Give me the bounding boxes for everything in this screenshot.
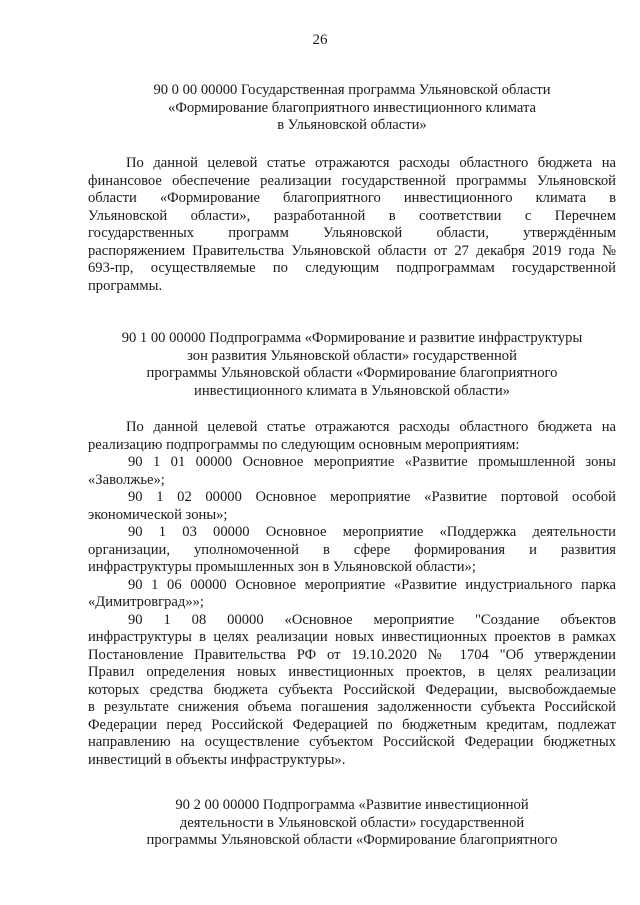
- program-heading: [88, 82, 616, 135]
- heading-line: 90 2 00 00000 Подпрограмма «Развитие инвестиционной: [175, 797, 529, 813]
- paragraph-line: программы.: [88, 277, 163, 294]
- activity-line: в результате снижения объема погашения задолженности субъекта Российской: [88, 699, 616, 715]
- paragraph-line: распоряжением Правительства Ульяновской области от 27 декабря 2019 года №: [88, 242, 616, 259]
- paragraph-line: 693-пр, осуществляемые по следующим подпрограммам государственной: [88, 260, 616, 276]
- heading-line: «Формирование благоприятного инвестиционного климата: [168, 99, 536, 116]
- activity-line: «Заволжье»;: [88, 471, 165, 488]
- activity-line: организации, уполномоченной в сфере формирования и развития: [88, 541, 616, 558]
- activity-line: 90 1 02 00000 Основное мероприятие «Развитие портовой особой: [128, 489, 616, 505]
- heading-line: программы Ульяновской области «Формирование благоприятного: [146, 365, 558, 381]
- activity-line: Постановление Правительства РФ от 19.10.2020 № 1704 "Об утверждении: [88, 646, 616, 663]
- heading-line: зон развития Ульяновской области» государственной: [187, 347, 517, 364]
- paragraph-line: финансовое обеспечение реализации государственной программы Ульяновской: [88, 172, 616, 189]
- activity-line: направлению на осуществление субъектом Российской Федерации бюджетных: [88, 734, 616, 750]
- heading-line: деятельности в Ульяновской области» государственной: [179, 814, 525, 831]
- heading-line: в Ульяновской области»: [277, 117, 427, 133]
- paragraph-line: области «Формирование благоприятного инвестиционного климата в: [88, 190, 616, 206]
- activity-line: Федерации перед Российской Федерацией по бюджетным кредитам, подлежат: [88, 716, 616, 733]
- activity-line: инфраструктуры промышленных зон в Ульяновской области»;: [88, 559, 476, 575]
- paragraph-line: Ульяновской области», разработанной в соответствии с Перечнем: [88, 207, 616, 224]
- subprogram-description-1: [88, 419, 616, 769]
- heading-line: 90 1 00 00000 Подпрограмма «Формирование и развитие инфраструктуры: [121, 330, 583, 346]
- activity-line: 90 1 03 00000 Основное мероприятие «Поддержка деятельности: [128, 524, 616, 540]
- paragraph-line: государственных программ Ульяновской области, утверждённым: [88, 225, 616, 241]
- subprogram-heading-2: [88, 797, 616, 850]
- paragraph-line: По данной целевой статье отражаются расходы областного бюджета на: [126, 155, 616, 171]
- activity-line: инвестиций в объекты инфраструктуры».: [88, 751, 346, 768]
- activity-line: «Димитровград»»;: [88, 594, 204, 610]
- activity-line: 90 1 06 00000 Основное мероприятие «Развитие индустриального парка: [128, 576, 616, 593]
- activity-line: инфраструктуры в целях реализации новых инвестиционных проектов в рамках: [88, 629, 616, 645]
- heading-line: программы Ульяновской области «Формирование благоприятного: [146, 832, 558, 848]
- activity-line: 90 1 08 00000 «Основное мероприятие "Создание объектов: [128, 611, 616, 628]
- activity-line: экономической зоны»;: [88, 506, 228, 523]
- heading-line: 90 0 00 00000 Государственная программа Ульяновской области: [153, 82, 551, 98]
- heading-line: инвестиционного климата в Ульяновской области»: [194, 382, 510, 399]
- paragraph-line: реализацию подпрограммы по следующим основным мероприятиям:: [88, 436, 520, 453]
- activity-line: Правил определения новых инвестиционных проектов, в целях реализации: [88, 664, 616, 680]
- program-description: [88, 155, 616, 295]
- page-number: 26: [312, 32, 328, 48]
- subprogram-heading-1: [88, 330, 616, 400]
- activity-line: которых средства бюджета субъекта Российской Федерации, высвобождаемые: [88, 681, 616, 698]
- activity-line: 90 1 01 00000 Основное мероприятие «Развитие промышленной зоны: [128, 454, 616, 470]
- paragraph-line: По данной целевой статье отражаются расходы областного бюджета на: [126, 419, 616, 435]
